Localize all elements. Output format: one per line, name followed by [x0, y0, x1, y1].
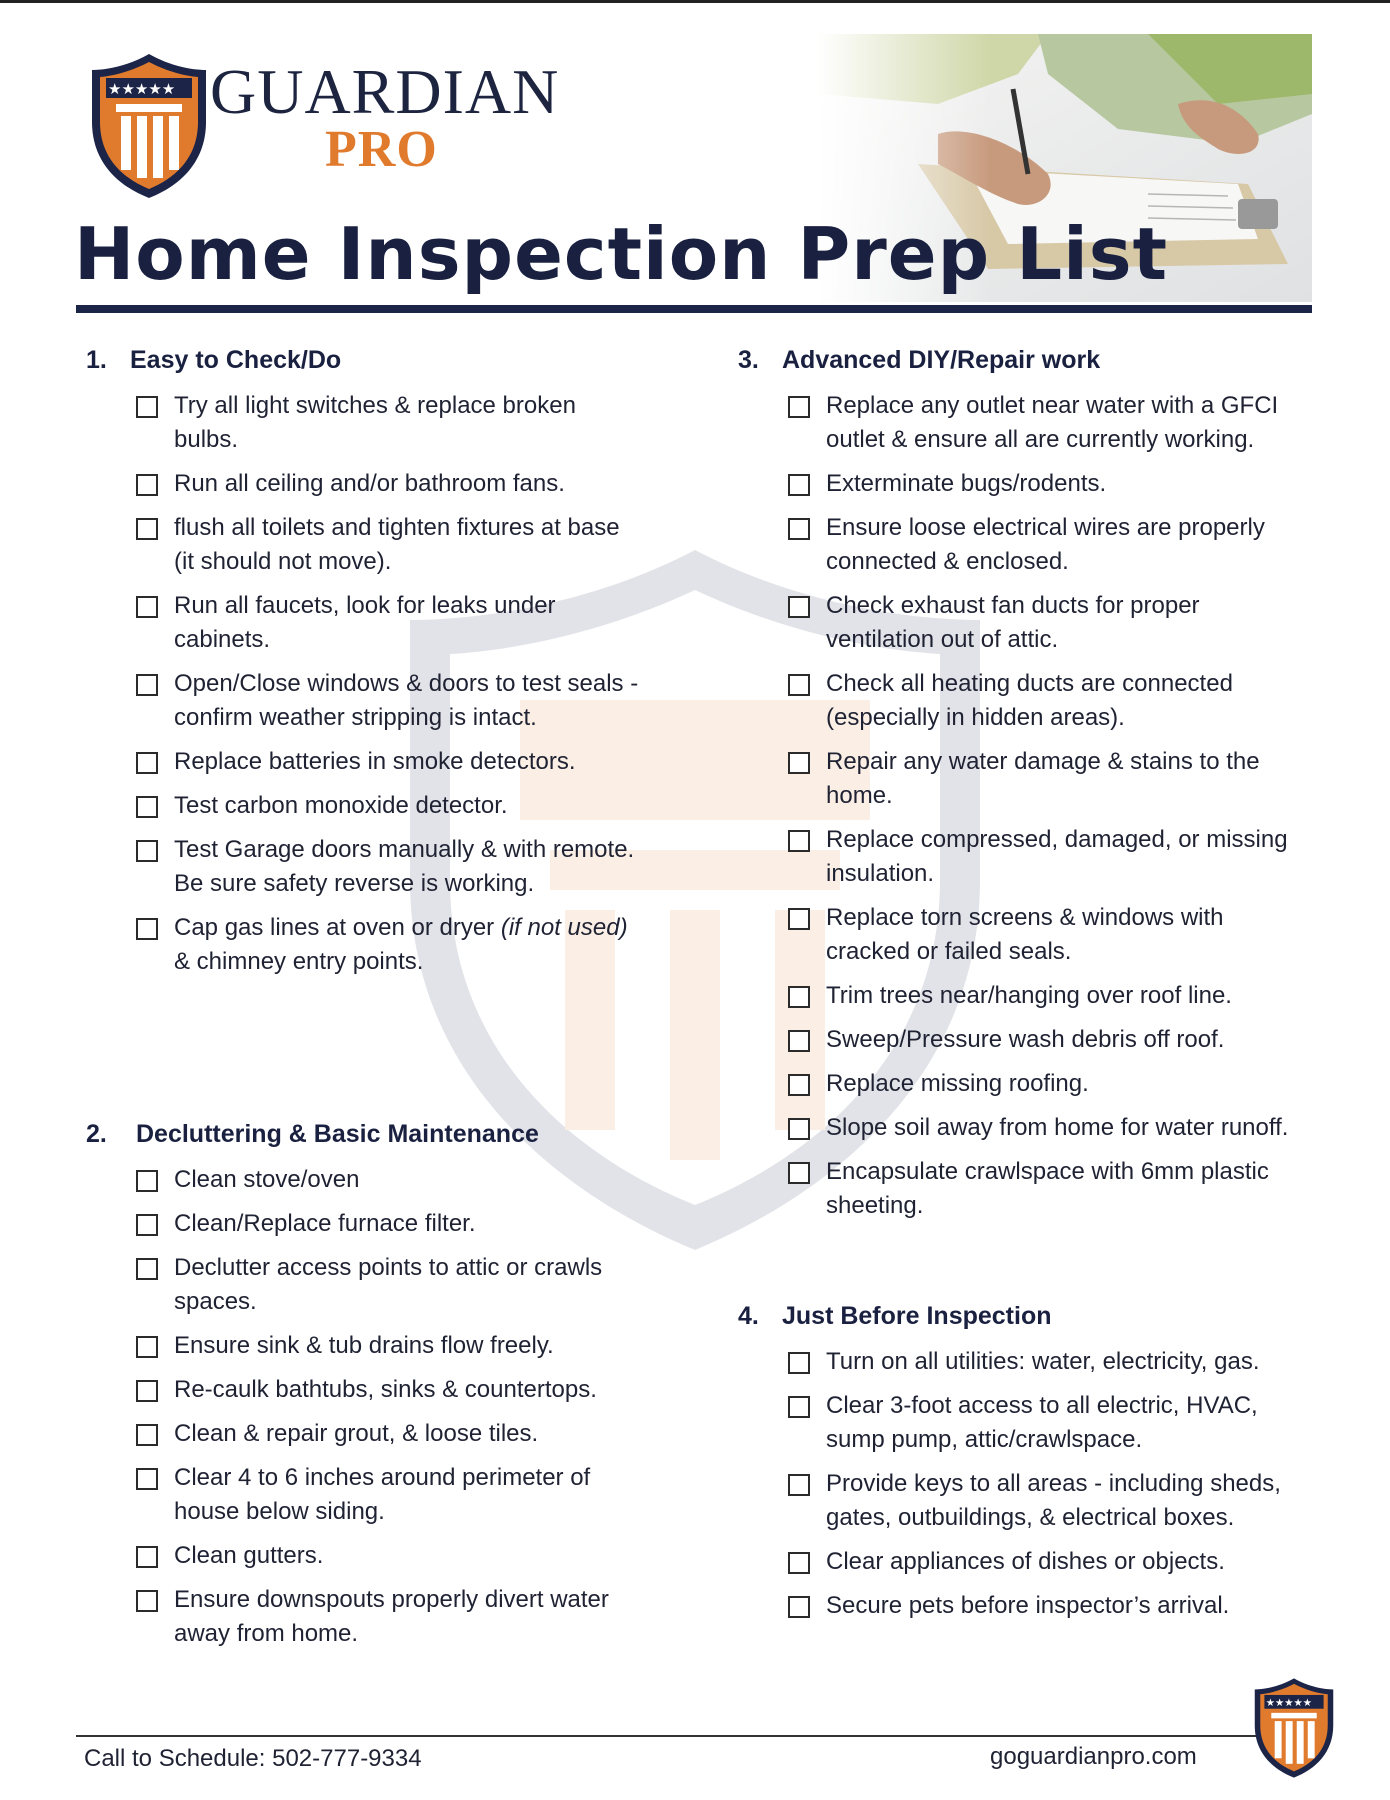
- section-title: Easy to Check/Do: [130, 346, 342, 374]
- section-heading: [738, 346, 1298, 375]
- item-text: flush all toilets and tighten fixtures at base (it should not move).: [174, 514, 620, 575]
- item-text: Replace torn screens & windows with cracked or failed seals.: [826, 904, 1224, 965]
- checklist-item: [788, 1589, 1298, 1623]
- checklist-item: [788, 511, 1298, 579]
- checklist-item: [136, 1207, 646, 1241]
- checklist-item: [136, 1251, 646, 1319]
- item-text: Test Garage doors manually & with remote. Be sure safety reverse is working.: [174, 836, 635, 897]
- checkbox[interactable]: [136, 1546, 158, 1568]
- item-text: Turn on all utilities: water, electricity, gas.: [826, 1348, 1260, 1375]
- item-text: Clean/Replace furnace filter.: [174, 1210, 476, 1237]
- item-text: Sweep/Pressure wash debris off roof.: [826, 1026, 1225, 1053]
- checkbox[interactable]: [136, 1424, 158, 1446]
- item-text: Encapsulate crawlspace with 6mm plastic sheeting.: [826, 1158, 1269, 1219]
- item-text: Slope soil away from home for water runoff.: [826, 1114, 1289, 1141]
- footer-shield-logo-icon: [1252, 1676, 1336, 1780]
- item-text: Run all faucets, look for leaks under cabinets.: [174, 592, 556, 653]
- checklist-item: [788, 667, 1298, 735]
- checkbox[interactable]: [136, 474, 158, 496]
- section-title: Decluttering & Basic Maintenance: [136, 1120, 539, 1148]
- checkbox[interactable]: [136, 796, 158, 818]
- checkbox[interactable]: [136, 596, 158, 618]
- footer-website[interactable]: goguardianpro.com: [990, 1743, 1197, 1770]
- item-text: Replace missing roofing.: [826, 1070, 1089, 1097]
- checkbox[interactable]: [136, 840, 158, 862]
- item-text: Clean & repair grout, & loose tiles.: [174, 1420, 539, 1447]
- section-number: 1.: [86, 346, 107, 374]
- item-text: Trim trees near/hanging over roof line.: [826, 982, 1232, 1009]
- section-number: 2.: [86, 1120, 107, 1148]
- checklist-item: [136, 667, 646, 735]
- checklist-item: [136, 1163, 646, 1197]
- svg-text:★★★★★: ★★★★★: [1265, 1696, 1313, 1709]
- item-text: Provide keys to all areas - including sheds, gates, outbuildings, & electrical boxes.: [826, 1470, 1281, 1531]
- item-text: Clear 4 to 6 inches around perimeter of house below siding.: [174, 1464, 591, 1525]
- checklist-item: [788, 979, 1298, 1013]
- svg-text:★★★★★: ★★★★★: [108, 80, 176, 98]
- item-text: Check all heating ducts are connected (especially in hidden areas).: [826, 670, 1233, 731]
- section-easy-to-check: [86, 346, 646, 989]
- item-text: Open/Close windows & doors to test seals - confirm weather stripping is intact.: [174, 670, 639, 731]
- checkbox[interactable]: [136, 1214, 158, 1236]
- item-text-italic: (if not used): [500, 914, 628, 941]
- checklist-item: [788, 1545, 1298, 1579]
- checkbox[interactable]: [788, 474, 810, 496]
- checkbox[interactable]: [788, 752, 810, 774]
- checklist-item: [136, 1461, 646, 1529]
- checklist-item: [788, 1389, 1298, 1457]
- item-text: Exterminate bugs/rodents.: [826, 470, 1107, 497]
- checklist-item: [136, 1539, 646, 1573]
- checkbox[interactable]: [788, 908, 810, 930]
- checkbox[interactable]: [788, 1396, 810, 1418]
- checkbox[interactable]: [788, 830, 810, 852]
- checklist-item: [788, 901, 1298, 969]
- checklist-item: [788, 589, 1298, 657]
- checkbox[interactable]: [788, 596, 810, 618]
- checklist-item: [136, 1329, 646, 1363]
- checkbox[interactable]: [136, 918, 158, 940]
- checklist-item: [136, 1373, 646, 1407]
- item-text: Test carbon monoxide detector.: [174, 792, 508, 819]
- title-underline: [76, 305, 1312, 313]
- item-text: Clean stove/oven: [174, 1166, 360, 1193]
- item-text: Replace any outlet near water with a GFCI outlet & ensure all are currently working.: [826, 392, 1279, 453]
- checklist-item: [136, 1417, 646, 1451]
- top-border-line: [0, 0, 1390, 3]
- checkbox[interactable]: [136, 518, 158, 540]
- checklist-item: [136, 833, 646, 901]
- checkbox[interactable]: [788, 986, 810, 1008]
- item-text: Repair any water damage & stains to the home.: [826, 748, 1260, 809]
- section-just-before-inspection: [738, 1302, 1298, 1633]
- item-text-part: & chimney entry points.: [174, 948, 424, 975]
- item-text: Run all ceiling and/or bathroom fans.: [174, 470, 565, 497]
- checklist-item: [788, 1111, 1298, 1145]
- checkbox[interactable]: [136, 1380, 158, 1402]
- checkbox[interactable]: [788, 1474, 810, 1496]
- checkbox[interactable]: [788, 396, 810, 418]
- checkbox[interactable]: [136, 752, 158, 774]
- page-title: Home Inspection Prep List: [74, 212, 1169, 296]
- checklist-item: [136, 789, 646, 823]
- item-text: Ensure sink & tub drains flow freely.: [174, 1332, 554, 1359]
- shield-logo-icon: [88, 52, 210, 200]
- section-number: 3.: [738, 346, 759, 374]
- checkbox[interactable]: [136, 1590, 158, 1612]
- checklist-item: [788, 823, 1298, 891]
- checklist-item: [136, 1583, 646, 1651]
- section-advanced-diy: [738, 346, 1298, 1233]
- brand-name: GUARDIAN: [210, 56, 560, 127]
- item-text: Clear appliances of dishes or objects.: [826, 1548, 1225, 1575]
- section-decluttering: [86, 1120, 646, 1661]
- checkbox[interactable]: [788, 1162, 810, 1184]
- item-text: Try all light switches & replace broken bulbs.: [174, 392, 576, 453]
- checklist-item: [788, 467, 1298, 501]
- checkbox[interactable]: [136, 1170, 158, 1192]
- item-text-part: Cap gas lines at oven or dryer: [174, 914, 501, 941]
- item-text: Ensure loose electrical wires are properly connected & enclosed.: [826, 514, 1265, 575]
- item-text: Ensure downspouts properly divert water away from home.: [174, 1586, 609, 1647]
- checklist-item: [788, 1067, 1298, 1101]
- item-text: Replace batteries in smoke detectors.: [174, 748, 576, 775]
- section-heading: [738, 1302, 1298, 1331]
- item-text: Declutter access points to attic or crawls spaces.: [174, 1254, 603, 1315]
- checkbox[interactable]: [136, 1336, 158, 1358]
- item-text: Check exhaust fan ducts for proper ventilation out of attic.: [826, 592, 1200, 653]
- item-text: Replace compressed, damaged, or missing insulation.: [826, 826, 1288, 887]
- item-text: Clean gutters.: [174, 1542, 324, 1569]
- checkbox[interactable]: [788, 674, 810, 696]
- checkbox[interactable]: [136, 1468, 158, 1490]
- section-number: 4.: [738, 1302, 759, 1330]
- checkbox[interactable]: [136, 674, 158, 696]
- checklist-item: [788, 389, 1298, 457]
- item-text: Re-caulk bathtubs, sinks & countertops.: [174, 1376, 597, 1403]
- checklist-item: [788, 1155, 1298, 1223]
- checkbox[interactable]: [788, 518, 810, 540]
- guardian-pro-logo: [88, 52, 558, 202]
- checkbox[interactable]: [136, 1258, 158, 1280]
- section-heading: [86, 346, 646, 375]
- section-title: Just Before Inspection: [782, 1302, 1052, 1330]
- checklist-item: [136, 511, 646, 579]
- checklist-item: [136, 911, 646, 979]
- checklist-item: [136, 389, 646, 457]
- item-text: Clear 3-foot access to all electric, HVAC, sump pump, attic/crawlspace.: [826, 1392, 1258, 1453]
- item-text: Secure pets before inspector’s arrival.: [826, 1592, 1230, 1619]
- checkbox[interactable]: [788, 1030, 810, 1052]
- section-heading: [86, 1120, 646, 1149]
- checklist-item: [136, 745, 646, 779]
- checklist-item: [788, 1345, 1298, 1379]
- checklist-item: [788, 1467, 1298, 1535]
- checklist-item: [788, 1023, 1298, 1057]
- checkbox[interactable]: [788, 1352, 810, 1374]
- checkbox[interactable]: [788, 1074, 810, 1096]
- footer-divider: [76, 1735, 1330, 1737]
- footer-phone: Call to Schedule: 502-777-9334: [84, 1745, 422, 1772]
- section-title: Advanced DIY/Repair work: [782, 346, 1101, 374]
- checkbox[interactable]: [788, 1118, 810, 1140]
- brand-sub: PRO: [325, 121, 438, 178]
- item-text: [174, 911, 646, 979]
- checklist-item: [136, 467, 646, 501]
- checklist-item: [136, 589, 646, 657]
- checkbox[interactable]: [788, 1596, 810, 1618]
- checkbox[interactable]: [788, 1552, 810, 1574]
- checkbox[interactable]: [136, 396, 158, 418]
- checklist-item: [788, 745, 1298, 813]
